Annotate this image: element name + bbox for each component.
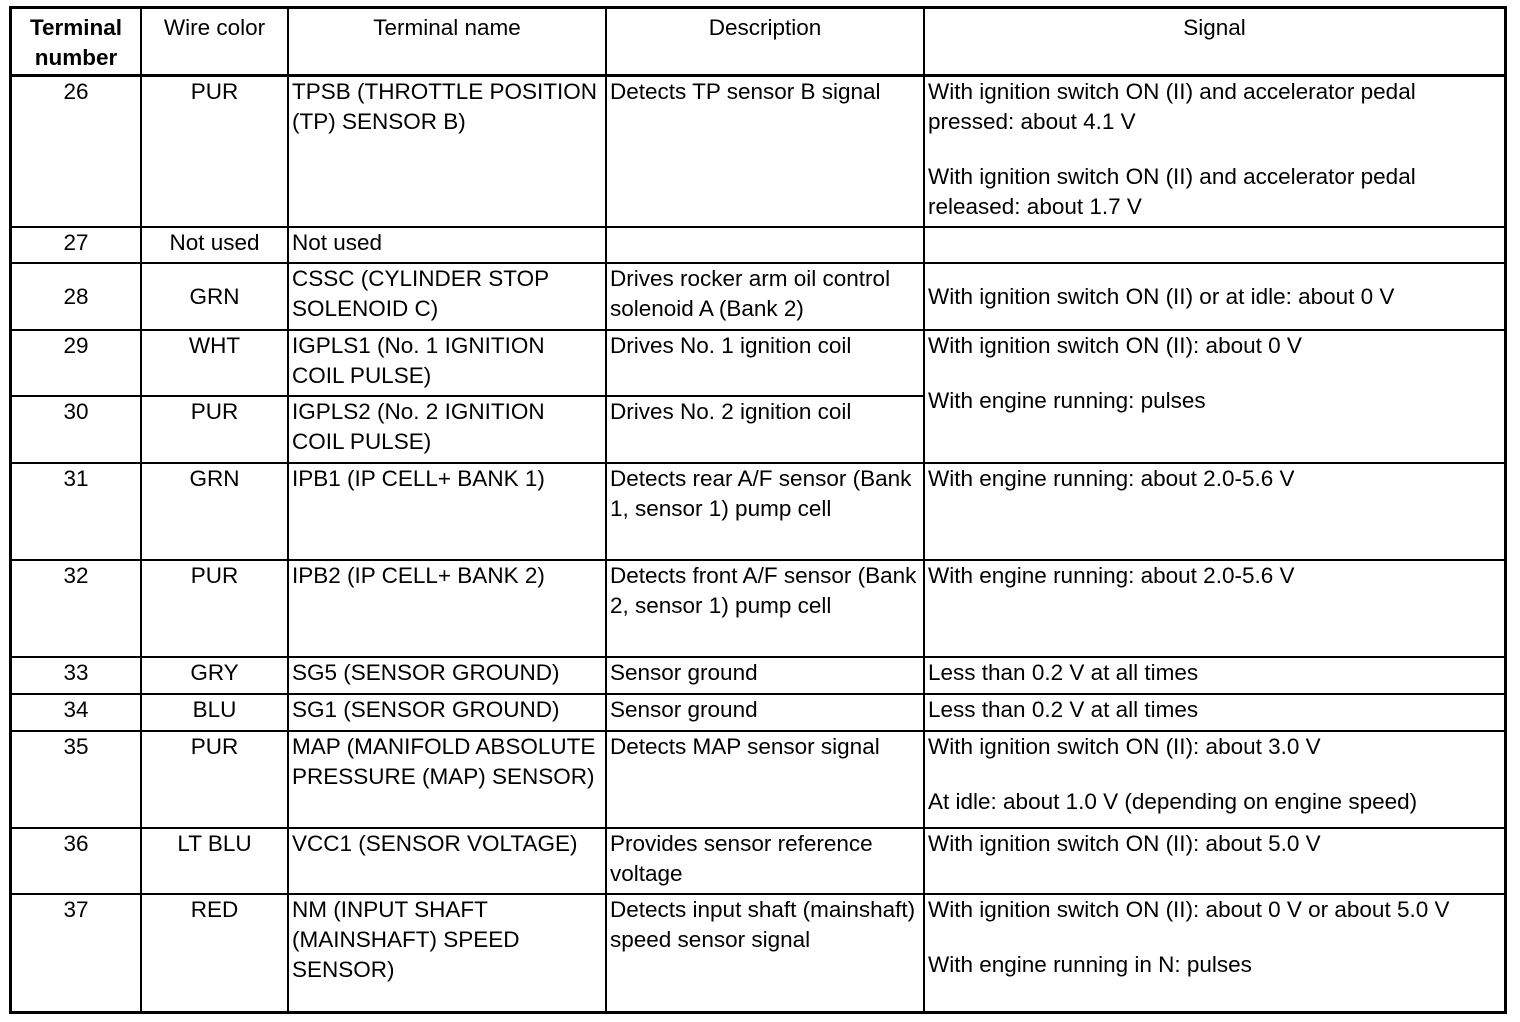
table-row (12, 330, 1504, 396)
wire-color-cell: BLU (141, 694, 288, 731)
wire-color-cell: GRY (141, 657, 288, 694)
signal-cell (924, 227, 1504, 263)
header-terminal-number: Terminal number (12, 9, 141, 75)
signal-cell (924, 463, 1504, 560)
terminal-number-cell: 32 (12, 560, 141, 657)
signal-cell (924, 731, 1504, 828)
signal-cell (924, 263, 1504, 330)
wire-color-cell: PUR (141, 731, 288, 828)
signal-line: With engine running: about 2.0-5.6 V (928, 563, 1295, 588)
signal-cell (924, 560, 1504, 657)
description-cell: Drives No. 2 ignition coil (606, 396, 924, 463)
terminal-number-cell: 37 (12, 894, 141, 1012)
description-cell: Detects TP sensor B signal (606, 75, 924, 227)
table-row (12, 463, 1504, 560)
terminal-number-cell: 28 (12, 263, 141, 330)
wire-color-cell: PUR (141, 396, 288, 463)
terminal-name-cell: CSSC (CYLINDER STOP SOLENOID C) (288, 263, 606, 330)
signal-line: With ignition switch ON (II) or at idle: about 0 V (928, 283, 1395, 309)
description-cell: Sensor ground (606, 694, 924, 731)
wire-color-cell: Not used (141, 227, 288, 263)
table-row (12, 75, 1504, 227)
wire-color-cell: GRN (141, 463, 288, 560)
header-description: Description (606, 9, 924, 75)
terminal-name-cell: VCC1 (SENSOR VOLTAGE) (288, 828, 606, 894)
description-cell: Provides sensor reference voltage (606, 828, 924, 894)
wire-color-cell: GRN (141, 263, 288, 330)
terminal-name-cell: IGPLS2 (No. 2 IGNITION COIL PULSE) (288, 396, 606, 463)
description-cell: Sensor ground (606, 657, 924, 694)
terminal-number-cell: 27 (12, 227, 141, 263)
description-cell: Drives rocker arm oil control solenoid A (Bank 2) (606, 263, 924, 330)
header-row (12, 9, 1504, 75)
terminal-name-cell: IPB2 (IP CELL+ BANK 2) (288, 560, 606, 657)
terminal-name-cell: SG1 (SENSOR GROUND) (288, 694, 606, 731)
signal-line: With engine running: pulses (928, 388, 1206, 413)
header-terminal-name: Terminal name (288, 9, 606, 75)
table-row (12, 227, 1504, 263)
signal-line: With engine running: about 2.0-5.6 V (928, 466, 1295, 491)
description-cell: Detects MAP sensor signal (606, 731, 924, 828)
description-cell: Detects input shaft (mainshaft) speed sensor signal (606, 894, 924, 1012)
terminal-number-cell: 34 (12, 694, 141, 731)
header-signal: Signal (924, 9, 1504, 75)
terminal-number-cell: 33 (12, 657, 141, 694)
terminal-number-cell: 31 (12, 463, 141, 560)
signal-line: With ignition switch ON (II): about 0 V (928, 333, 1302, 358)
table-row (12, 694, 1504, 731)
signal-line: Less than 0.2 V at all times (928, 660, 1199, 685)
signal-line: With engine running in N: pulses (928, 952, 1252, 977)
terminal-name-cell: Not used (288, 227, 606, 263)
signal-line: With ignition switch ON (II) and accelerator pedal released: about 1.7 V (928, 163, 1416, 219)
table-row (12, 560, 1504, 657)
terminal-number-cell: 30 (12, 396, 141, 463)
terminal-name-cell: MAP (MANIFOLD ABSOLUTE PRESSURE (MAP) SENSOR) (288, 731, 606, 828)
table-row (12, 894, 1504, 1012)
terminal-number-cell: 36 (12, 828, 141, 894)
description-cell: Detects front A/F sensor (Bank 2, sensor 1) pump cell (606, 560, 924, 657)
header-wire-color: Wire color (141, 9, 288, 75)
wire-color-cell: LT BLU (141, 828, 288, 894)
table-row (12, 263, 1504, 330)
signal-line: With ignition switch ON (II): about 3.0 V (928, 734, 1321, 759)
wire-color-cell: PUR (141, 75, 288, 227)
signal-cell (924, 694, 1504, 731)
terminal-number-cell: 26 (12, 75, 141, 227)
signal-cell (924, 75, 1504, 227)
terminal-table-frame (9, 6, 1507, 1014)
table-row (12, 828, 1504, 894)
terminal-number-cell: 35 (12, 731, 141, 828)
wire-color-cell: RED (141, 894, 288, 1012)
signal-cell (924, 828, 1504, 894)
terminal-number-cell: 29 (12, 330, 141, 396)
wire-color-cell: PUR (141, 560, 288, 657)
signal-line: With ignition switch ON (II): about 0 V or about 5.0 V (928, 897, 1450, 922)
terminal-table (12, 9, 1504, 1012)
terminal-name-cell: SG5 (SENSOR GROUND) (288, 657, 606, 694)
signal-line: With ignition switch ON (II): about 5.0 V (928, 831, 1321, 856)
description-cell: Detects rear A/F sensor (Bank 1, sensor 1) pump cell (606, 463, 924, 560)
signal-cell (924, 894, 1504, 1012)
terminal-name-cell: NM (INPUT SHAFT (MAINSHAFT) SPEED SENSOR) (288, 894, 606, 1012)
terminal-name-cell: IGPLS1 (No. 1 IGNITION COIL PULSE) (288, 330, 606, 396)
signal-line: With ignition switch ON (II) and accelerator pedal pressed: about 4.1 V (928, 78, 1416, 134)
signal-cell (924, 330, 1504, 463)
table-row (12, 731, 1504, 828)
description-cell: Drives No. 1 ignition coil (606, 330, 924, 396)
description-cell (606, 227, 924, 263)
wire-color-cell: WHT (141, 330, 288, 396)
signal-line: At idle: about 1.0 V (depending on engine speed) (928, 789, 1418, 814)
signal-cell (924, 657, 1504, 694)
terminal-name-cell: IPB1 (IP CELL+ BANK 1) (288, 463, 606, 560)
terminal-name-cell: TPSB (THROTTLE POSITION (TP) SENSOR B) (288, 75, 606, 227)
table-row (12, 657, 1504, 694)
signal-line: Less than 0.2 V at all times (928, 697, 1199, 722)
